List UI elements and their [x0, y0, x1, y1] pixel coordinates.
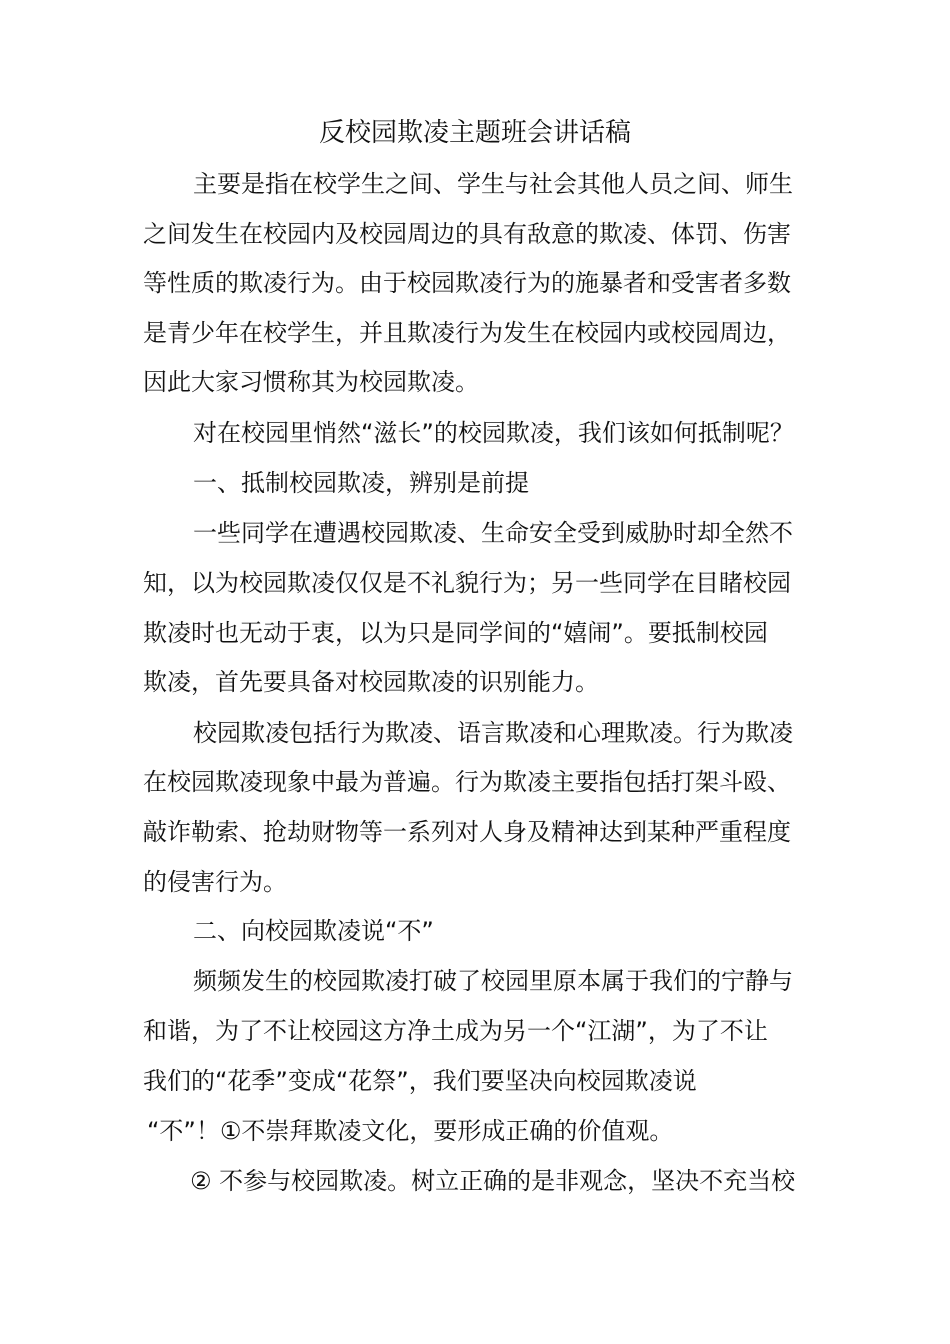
paragraph-line: 对在校园里悄然“滋长”的校园欺凌，我们该如何抵制呢？ — [193, 419, 794, 447]
paragraph-line: 频频发生的校园欺凌打破了校园里原本属于我们的宁静与 — [193, 967, 793, 995]
paragraph-line: ② 不参与校园欺凌。树立正确的是非观念，坚决不充当校 — [190, 1167, 796, 1195]
paragraph-line: 我们的“花季”变成“花祭”，我们要坚决向校园欺凌说 — [143, 1067, 697, 1095]
paragraph-line: 在校园欺凌现象中最为普遍。行为欺凌主要指包括打架斗殴、 — [143, 768, 791, 796]
document-title: 反校园欺凌主题班会讲话稿 — [318, 118, 631, 148]
paragraph-line: 因此大家习惯称其为校园欺凌。 — [143, 368, 479, 396]
section-heading: 二、向校园欺凌说“不” — [193, 917, 434, 945]
paragraph-line: 敲诈勒索、抢劫财物等一系列对人身及精神达到某种严重程度 — [143, 818, 791, 846]
paragraph-line: 的侵害行为。 — [143, 868, 287, 896]
paragraph-line: 一些同学在遭遇校园欺凌、生命安全受到威胁时却全然不 — [193, 519, 793, 547]
paragraph-line: 校园欺凌包括行为欺凌、语言欺凌和心理欺凌。行为欺凌 — [193, 719, 793, 747]
paragraph-line: 欺凌，首先要具备对校园欺凌的识别能力。 — [143, 668, 599, 696]
section-heading: 一、抵制校园欺凌，辨别是前提 — [193, 469, 529, 497]
paragraph-line: 等性质的欺凌行为。由于校园欺凌行为的施暴者和受害者多数 — [143, 269, 791, 297]
paragraph-line: 是青少年在校学生，并且欺凌行为发生在校园内或校园周边， — [143, 319, 791, 347]
paragraph-line: 欺凌时也无动于衷，以为只是同学间的“嬉闹”。要抵制校园 — [143, 619, 768, 647]
paragraph-line: 知，以为校园欺凌仅仅是不礼貌行为；另一些同学在目睹校园 — [143, 569, 791, 597]
paragraph-line: “不”！①不崇拜欺凌文化，要形成正确的价值观。 — [147, 1117, 674, 1145]
paragraph-line: 和谐，为了不让校园这方净土成为另一个“江湖”，为了不让 — [143, 1017, 768, 1045]
paragraph-line: 主要是指在校学生之间、学生与社会其他人员之间、师生 — [193, 170, 793, 198]
paragraph-line: 之间发生在校园内及校园周边的具有敌意的欺凌、体罚、伤害 — [143, 220, 791, 248]
